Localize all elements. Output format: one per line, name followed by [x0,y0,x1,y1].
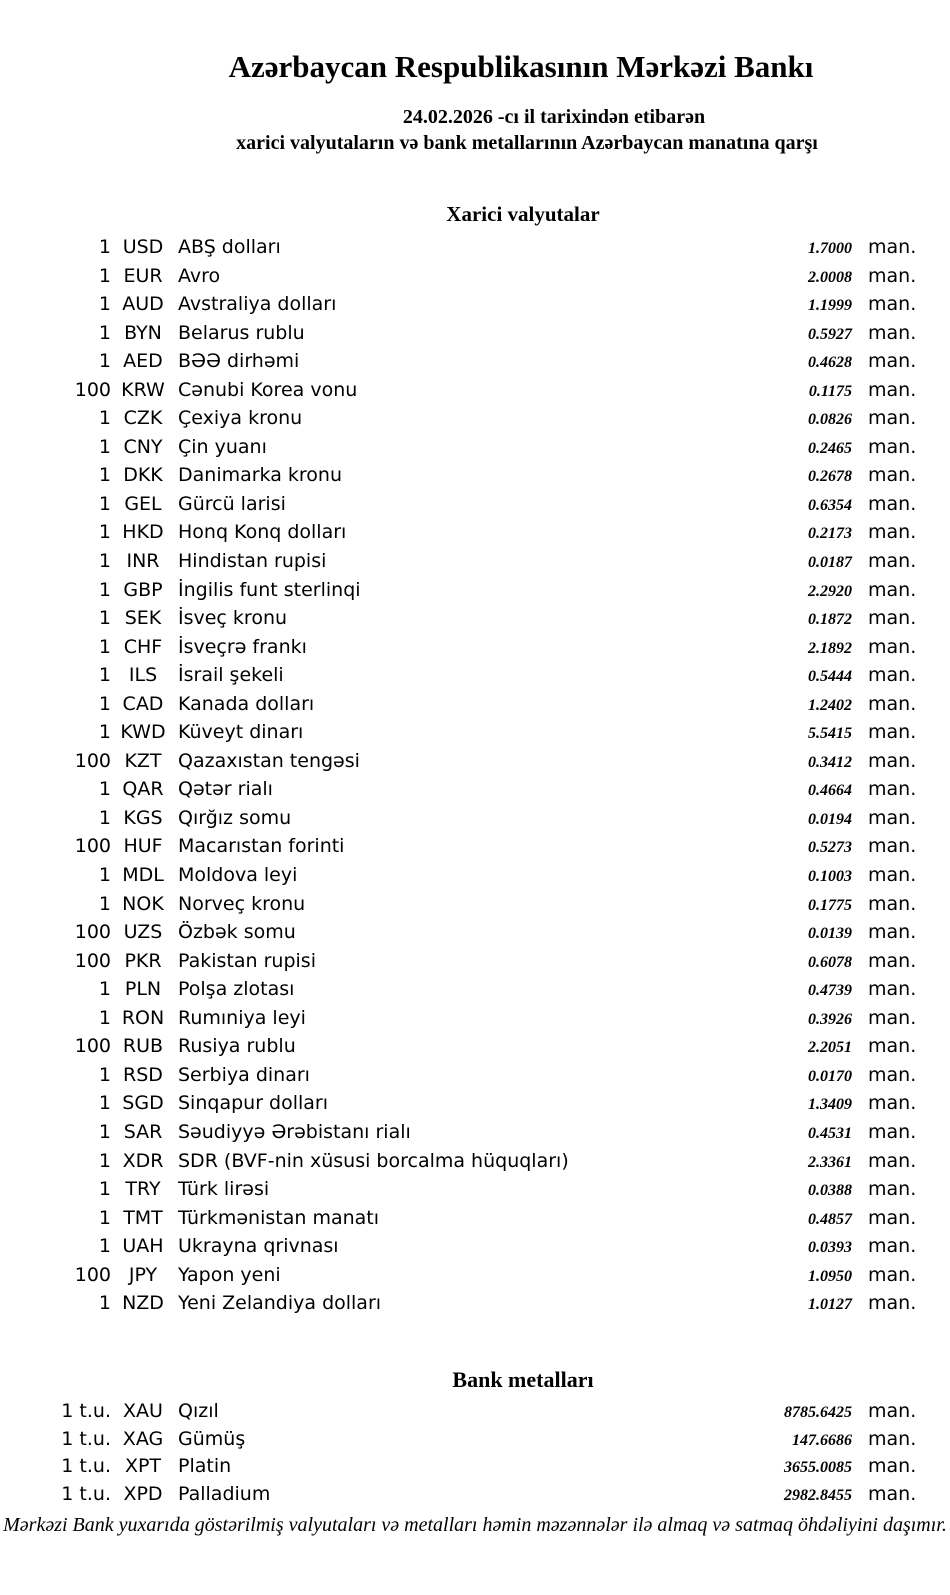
currency-code-cell: KRW [121,378,165,401]
table-row [0,233,950,262]
currency-code-cell: CHF [123,635,163,658]
table-row [0,947,950,976]
quantity-cell: 1 [98,1092,111,1115]
currency-name-cell: Yapon yeni [178,1263,281,1286]
table-row [0,890,950,919]
table-row [0,1232,950,1261]
unit-label-cell: man. [868,1120,917,1143]
unit-label-cell: man. [868,1006,917,1029]
rate-value-cell: 0.1775 [808,896,852,914]
currency-code-cell: NZD [122,1292,164,1315]
table-row [0,576,950,605]
unit-label-cell: man. [868,350,917,373]
currency-code-cell: PKR [124,949,162,972]
currency-code-cell: AUD [122,293,164,316]
table-row [0,376,950,405]
table-row [0,1032,950,1061]
rate-value-cell: 0.5444 [808,668,852,686]
currency-name-cell: Avstraliya dolları [178,293,337,316]
quantity-cell: 1 t.u. [61,1483,111,1506]
rate-value-cell: 0.1872 [808,611,852,629]
unit-label-cell: man. [868,293,917,316]
unit-label-cell: man. [868,864,917,887]
rate-value-cell: 0.0388 [808,1182,852,1200]
currency-name-cell: İngilis funt sterlinqi [178,578,361,601]
table-row [0,404,950,433]
quantity-cell: 1 [98,407,111,430]
quantity-cell: 1 [98,492,111,515]
quantity-cell: 1 [98,778,111,801]
unit-label-cell: man. [868,378,917,401]
table-row [0,262,950,291]
currency-code-cell: SEK [124,607,162,630]
currency-code-cell: KWD [120,721,166,744]
table-row [0,490,950,519]
currency-code-cell: HUF [123,835,163,858]
currency-name-cell: İsveç kronu [178,607,288,630]
table-row [0,1089,950,1118]
table-row [0,718,950,747]
table-row [0,747,950,776]
quantity-cell: 1 [98,293,111,316]
quantity-cell: 1 [98,864,111,887]
rate-value-cell: 2.3361 [808,1153,852,1171]
currency-name-cell: Qazaxıstan tengəsi [178,749,360,772]
quantity-cell: 1 [98,1063,111,1086]
currency-name-cell: Türk lirəsi [178,1178,270,1201]
rate-value-cell: 1.2402 [808,696,852,714]
currency-code-cell: NOK [122,892,164,915]
table-row [0,433,950,462]
currency-code-cell: SAR [123,1120,163,1143]
quantity-cell: 100 [74,749,111,772]
rate-value-cell: 2.2051 [808,1039,852,1057]
currency-name-cell: Belarus rublu [178,321,305,344]
currency-code-cell: RSD [123,1063,163,1086]
currency-name-cell: Sinqapur dolları [178,1092,329,1115]
currency-name-cell: Çin yuanı [178,435,267,458]
table-row [0,518,950,547]
currency-name-cell: Cənubi Korea vonu [178,378,358,401]
rate-value-cell: 0.4739 [808,982,852,1000]
currency-code-cell: CAD [122,692,164,715]
table-row [0,633,950,662]
currency-name-cell: Səudiyyə Ərəbistanı rialı [178,1120,411,1143]
rate-value-cell: 2.1892 [808,639,852,657]
table-row [0,832,950,861]
rate-value-cell: 1.7000 [808,240,852,257]
unit-label-cell: man. [868,664,917,687]
unit-label-cell: man. [868,692,917,715]
rate-value-cell: 0.5927 [808,325,852,343]
unit-label-cell: man. [868,1483,917,1506]
unit-label-cell: man. [868,921,917,944]
unit-label-cell: man. [868,1263,917,1286]
currency-code-cell: BYN [124,321,162,344]
currency-code-cell: TMT [123,1206,163,1229]
unit-label-cell: man. [868,407,917,430]
unit-label-cell: man. [868,464,917,487]
unit-label-cell: man. [868,435,917,458]
quantity-cell: 1 t.u. [61,1427,111,1450]
table-row [0,347,950,376]
currency-code-cell: JPY [128,1263,158,1286]
unit-label-cell: man. [868,721,917,744]
rate-value-cell: 2982.8455 [784,1487,852,1505]
quantity-cell: 1 t.u. [61,1455,111,1478]
currency-name-cell: Qətər rialı [178,778,273,801]
unit-label-cell: man. [868,778,917,801]
rate-value-cell: 0.1175 [808,382,852,400]
rate-value-cell: 0.0194 [808,810,852,828]
unit-label-cell: man. [868,1292,917,1315]
currency-code-cell: USD [122,236,164,258]
table-row [0,861,950,890]
unit-label-cell: man. [868,1455,917,1478]
currency-code-cell: RUB [122,1035,164,1058]
currency-code-cell: DKK [123,464,163,487]
quantity-cell: 1 [98,806,111,829]
table-row [0,290,950,319]
quantity-cell: 1 [98,521,111,544]
quantity-cell: 1 [98,1120,111,1143]
quantity-cell: 1 [98,1149,111,1172]
quantity-cell: 100 [74,921,111,944]
currency-name-cell: Norveç kronu [178,892,306,915]
rate-value-cell: 0.3926 [808,1010,852,1028]
quantity-cell: 100 [74,1263,111,1286]
currency-name-cell: İsrail şekeli [178,664,284,687]
table-row [0,804,950,833]
rate-value-cell: 0.0139 [808,925,852,943]
currency-name-cell: ABŞ dolları [178,236,281,258]
quantity-cell: 100 [74,1035,111,1058]
unit-label-cell: man. [868,578,917,601]
rate-value-cell: 5.5415 [808,725,852,743]
currency-code-cell: SGD [122,1092,164,1115]
table-row [0,1147,950,1176]
rate-value-cell: 2.0008 [808,268,852,286]
unit-label-cell: man. [868,1063,917,1086]
unit-label-cell: man. [868,949,917,972]
currency-name-cell: Macarıstan forinti [178,835,345,858]
rate-value-cell: 0.5273 [808,839,852,857]
currency-name-cell: Küveyt dinarı [178,721,304,744]
currency-name-cell: Kanada dolları [178,692,315,715]
unit-label-cell: man. [868,892,917,915]
rate-value-cell: 0.1003 [808,868,852,886]
unit-label-cell: man. [868,1400,917,1422]
disclaimer-note: Mərkəzi Bank yuxarıda göstərilmiş valyutaları və metalları həmin məzənnələr ilə almaq və satmaq öhdəliyini daşımır. [3,1514,947,1536]
quantity-cell: 1 [98,1006,111,1029]
rate-value-cell: 0.3412 [808,753,852,771]
rate-value-cell: 0.4857 [808,1210,852,1228]
quantity-cell: 1 [98,550,111,573]
rate-value-cell: 0.2678 [808,468,852,486]
quantity-cell: 1 [98,1292,111,1315]
rate-value-cell: 0.4664 [808,782,852,800]
table-row [0,319,950,348]
quantity-cell: 1 [98,978,111,1001]
currency-name-cell: SDR (BVF-nin xüsusi borcalma hüquqları) [178,1149,569,1172]
quantity-cell: 1 [98,435,111,458]
currency-code-cell: QAR [122,778,164,801]
quantity-cell: 1 [98,321,111,344]
currency-name-cell: Platin [178,1455,232,1478]
section-heading-metals: Bank metalları [452,1367,594,1392]
unit-label-cell: man. [868,492,917,515]
unit-label-cell: man. [868,1035,917,1058]
table-row [0,975,950,1004]
quantity-cell: 100 [74,835,111,858]
currency-name-cell: Avro [178,264,221,287]
currency-code-cell: CZK [123,407,163,430]
currency-code-cell: MDL [122,864,164,887]
quantity-cell: 100 [74,378,111,401]
table-row [0,1453,950,1481]
currency-name-cell: Rumıniya leyi [178,1006,306,1029]
unit-label-cell: man. [868,835,917,858]
unit-label-cell: man. [868,806,917,829]
metal-rates-table [0,1398,950,1509]
table-row [0,461,950,490]
quantity-cell: 1 [98,350,111,373]
quantity-cell: 1 [98,578,111,601]
page-subtitle: xarici valyutaların və bank metallarının Azərbaycan manatına qarşı [236,132,818,154]
rate-value-cell: 3655.0085 [784,1459,852,1477]
rate-value-cell: 1.0950 [808,1267,852,1285]
unit-label-cell: man. [868,1427,917,1450]
unit-label-cell: man. [868,1206,917,1229]
rate-value-cell: 8785.6425 [784,1404,852,1421]
currency-code-cell: TRY [125,1178,161,1201]
currency-name-cell: Pakistan rupisi [178,949,316,972]
rate-value-cell: 0.6354 [808,496,852,514]
currency-code-cell: AED [123,350,163,373]
currency-code-cell: EUR [123,264,163,287]
table-row [0,661,950,690]
table-row [0,1004,950,1033]
effective-date-line: 24.02.2026 -cı il tarixindən etibarən [402,106,706,128]
currency-name-cell: İsveçrə frankı [178,635,307,658]
unit-label-cell: man. [868,635,917,658]
rate-value-cell: 0.2465 [808,439,852,457]
rate-value-cell: 0.0187 [808,554,852,572]
currency-code-cell: PLN [124,978,162,1001]
table-row [0,1289,950,1318]
quantity-cell: 1 t.u. [61,1400,111,1422]
rate-value-cell: 1.0127 [808,1296,852,1314]
currency-name-cell: Hindistan rupisi [178,550,327,573]
unit-label-cell: man. [868,1235,917,1258]
rate-value-cell: 1.1999 [808,297,852,315]
quantity-cell: 1 [98,1178,111,1201]
currency-name-cell: Qırğız somu [178,806,292,829]
currency-name-cell: Moldova leyi [178,864,298,887]
currency-rates-table [0,233,950,1318]
table-row [0,1481,950,1509]
rate-value-cell: 147.6686 [792,1431,852,1449]
currency-name-cell: Gümüş [178,1427,246,1450]
quantity-cell: 1 [98,664,111,687]
rate-value-cell: 0.2173 [808,525,852,543]
currency-code-cell: GEL [124,492,162,515]
currency-code-cell: INR [126,550,160,573]
unit-label-cell: man. [868,607,917,630]
quantity-cell: 1 [98,464,111,487]
currency-name-cell: Serbiya dinarı [178,1063,310,1086]
currency-name-cell: Polşa zlotası [178,978,295,1001]
table-row [0,604,950,633]
currency-name-cell: Ukrayna qrivnası [178,1235,339,1258]
table-row [0,1426,950,1454]
currency-name-cell: Gürcü larisi [178,492,286,515]
table-row [0,1175,950,1204]
currency-name-cell: BƏƏ dirhəmi [178,350,300,373]
currency-code-cell: RON [121,1006,165,1029]
rate-value-cell: 0.0393 [808,1239,852,1257]
table-row [0,547,950,576]
currency-name-cell: Çexiya kronu [178,407,303,430]
quantity-cell: 1 [98,692,111,715]
quantity-cell: 1 [98,1206,111,1229]
quantity-cell: 1 [98,892,111,915]
rate-value-cell: 1.3409 [808,1096,852,1114]
currency-name-cell: Rusiya rublu [178,1035,296,1058]
quantity-cell: 1 [98,1235,111,1258]
quantity-cell: 1 [98,721,111,744]
unit-label-cell: man. [868,1178,917,1201]
currency-name-cell: Yeni Zelandiya dolları [178,1292,382,1315]
currency-code-cell: XDR [122,1149,164,1172]
quantity-cell: 1 [98,264,111,287]
unit-label-cell: man. [868,321,917,344]
currency-code-cell: GBP [123,578,163,601]
rate-value-cell: 0.0826 [808,411,852,429]
table-row [0,1204,950,1233]
quantity-cell: 100 [74,949,111,972]
unit-label-cell: man. [868,1149,917,1172]
unit-label-cell: man. [868,236,917,258]
table-row [0,1398,950,1426]
currency-code-cell: KGS [123,806,163,829]
currency-code-cell: CNY [123,435,163,458]
table-row [0,690,950,719]
page-title: Azərbaycan Respublikasının Mərkəzi Bankı [228,49,814,84]
unit-label-cell: man. [868,264,917,287]
unit-label-cell: man. [868,749,917,772]
quantity-cell: 1 [98,635,111,658]
currency-code-cell: XAU [123,1400,163,1422]
rate-value-cell: 2.2920 [808,582,852,600]
currency-code-cell: UZS [123,921,163,944]
unit-label-cell: man. [868,978,917,1001]
currency-name-cell: Özbək somu [178,921,296,944]
currency-name-cell: Danimarka kronu [178,464,343,487]
table-row [0,918,950,947]
currency-code-cell: KZT [124,749,162,772]
currency-name-cell: Türkmənistan manatı [178,1206,380,1229]
table-row [0,1061,950,1090]
currency-code-cell: ILS [128,664,158,687]
section-heading-currencies: Xarici valyutalar [446,202,600,226]
quantity-cell: 1 [98,236,111,258]
currency-name-cell: Palladium [178,1483,271,1506]
currency-code-cell: XPD [123,1483,163,1506]
table-row [0,775,950,804]
rate-value-cell: 0.4531 [808,1124,852,1142]
quantity-cell: 1 [98,607,111,630]
currency-name-cell: Qızıl [178,1400,219,1422]
rate-value-cell: 0.0170 [808,1067,852,1085]
currency-code-cell: HKD [122,521,164,544]
currency-code-cell: XAG [122,1427,164,1450]
unit-label-cell: man. [868,1092,917,1115]
table-row [0,1118,950,1147]
currency-code-cell: UAH [122,1235,164,1258]
rate-value-cell: 0.6078 [808,953,852,971]
table-row [0,1261,950,1290]
currency-name-cell: Honq Konq dolları [178,521,347,544]
rate-value-cell: 0.4628 [808,354,852,372]
unit-label-cell: man. [868,521,917,544]
unit-label-cell: man. [868,550,917,573]
currency-code-cell: XPT [124,1455,162,1478]
